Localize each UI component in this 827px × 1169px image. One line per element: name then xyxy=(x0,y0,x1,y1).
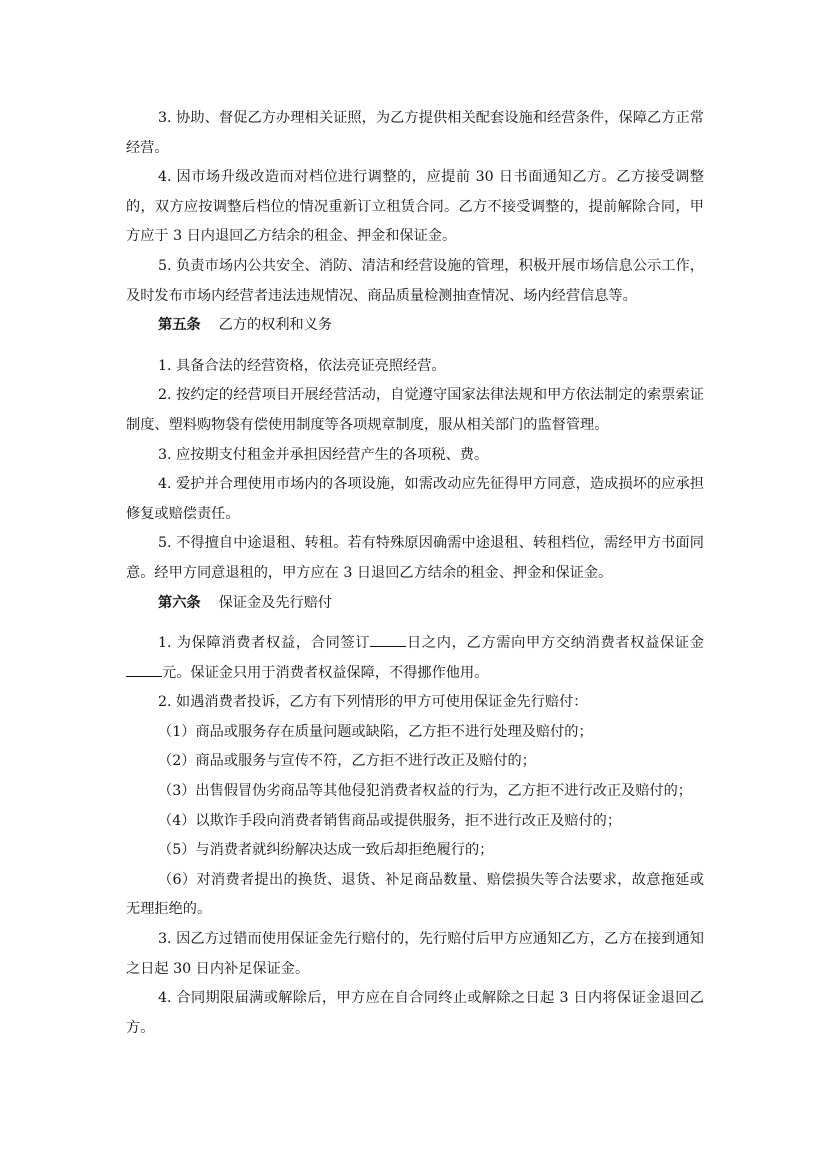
paragraph-3: 3. 协助、督促乙方办理相关证照，为乙方提供相关配套设施和经营条件，保障乙方正常经营。 xyxy=(126,110,704,156)
document-page xyxy=(126,104,704,1043)
article-5-item-5: 5. 不得擅自中途退租、转租。若有特殊原因确需中途退租、转租档位，需经甲方书面同意。经甲方同意退租的，甲方应在 3 日退回乙方结余的租金、押金和保证金。 xyxy=(126,535,704,581)
paragraph-5: 5. 负责市场内公共安全、消防、清洁和经营设施的管理，积极开展市场信息公示工作，及时发布市场内经营者违法违规情况、商品质量检测抽查情况、场内经营信息等。 xyxy=(126,257,704,304)
article-5-item-3: 3. 应按期支付租金并承担因经营产生的各项税、费。 xyxy=(158,446,489,463)
article-6-subitem-5: （5）与消费者就纠纷解决达成一致后却拒绝履行的； xyxy=(158,842,494,859)
days-blank xyxy=(370,632,406,647)
paragraph-4: 4. 因市场升级改造而对档位进行调整的，应提前 30 日书面通知乙方。乙方接受调整的，双方应按调整后档位的情况重新订立租赁合同。乙方不接受调整的，提前解除合同，甲方应于 3 日内退回乙方结余的租金、押金和保证金。 xyxy=(126,169,704,245)
article-5-title: 乙方的权利和义务 xyxy=(218,317,333,334)
article-6-heading xyxy=(126,589,704,619)
article-5-item-1: 1. 具备合法的经营资格，依法亮证亮照经营。 xyxy=(158,357,446,374)
article-6-item-1: 1. 为保障消费者权益，合同签订 日之内，乙方需向甲方交纳消费者权益保证金元。保证金只用于消费者权益保障，不得挪作他用。 xyxy=(126,629,704,688)
article-6-title: 保证金及先行赔付 xyxy=(218,594,333,611)
article-5-heading xyxy=(126,311,704,341)
article-6-subitem-1: （1）商品或服务存在质量问题或缺陷，乙方拒不进行处理及赔付的； xyxy=(158,723,593,740)
article-6-subitem-2: （2）商品或服务与宣传不符，乙方拒不进行改正及赔付的； xyxy=(158,753,536,770)
amount-blank xyxy=(126,662,162,677)
article-6-subitem-4: （4）以欺诈手段向消费者销售商品或提供服务，拒不进行改正及赔付的； xyxy=(158,812,622,829)
article-5-item-4: 4. 爱护并合理使用市场内的各项设施，如需改动应先征得甲方同意，造成损坏的应承担修复或赔偿责任。 xyxy=(126,476,704,522)
article-6-number: 第六条 xyxy=(158,594,201,611)
article-6-item-2: 2. 如遇消费者投诉，乙方有下列情形的甲方可使用保证金先行赔付： xyxy=(158,694,588,711)
article-5-item-2: 2. 按约定的经营项目开展经营活动，自觉遵守国家法律法规和甲方依法制定的索票索证制度、塑料购物袋有偿使用制度等各项规章制度，服从相关部门的监督管理。 xyxy=(126,387,704,433)
article-5-number: 第五条 xyxy=(158,317,201,334)
article-6-item-4: 4. 合同期限届满或解除后，甲方应在自合同终止或解除之日起 3 日内将保证金退回乙方。 xyxy=(126,990,704,1036)
article-6-subitem-3: （3）出售假冒伪劣商品等其他侵犯消费者权益的行为，乙方拒不进行改正及赔付的； xyxy=(158,783,692,800)
article-6-subitem-6: （6）对消费者提出的换货、退货、补足商品数量、赔偿损失等合法要求，故意拖延或无理拒绝的。 xyxy=(126,871,704,918)
article-6-item-3: 3. 因乙方过错而使用保证金先行赔付的，先行赔付后甲方应通知乙方，乙方在接到通知之日起 30 日内补足保证金。 xyxy=(126,931,704,977)
